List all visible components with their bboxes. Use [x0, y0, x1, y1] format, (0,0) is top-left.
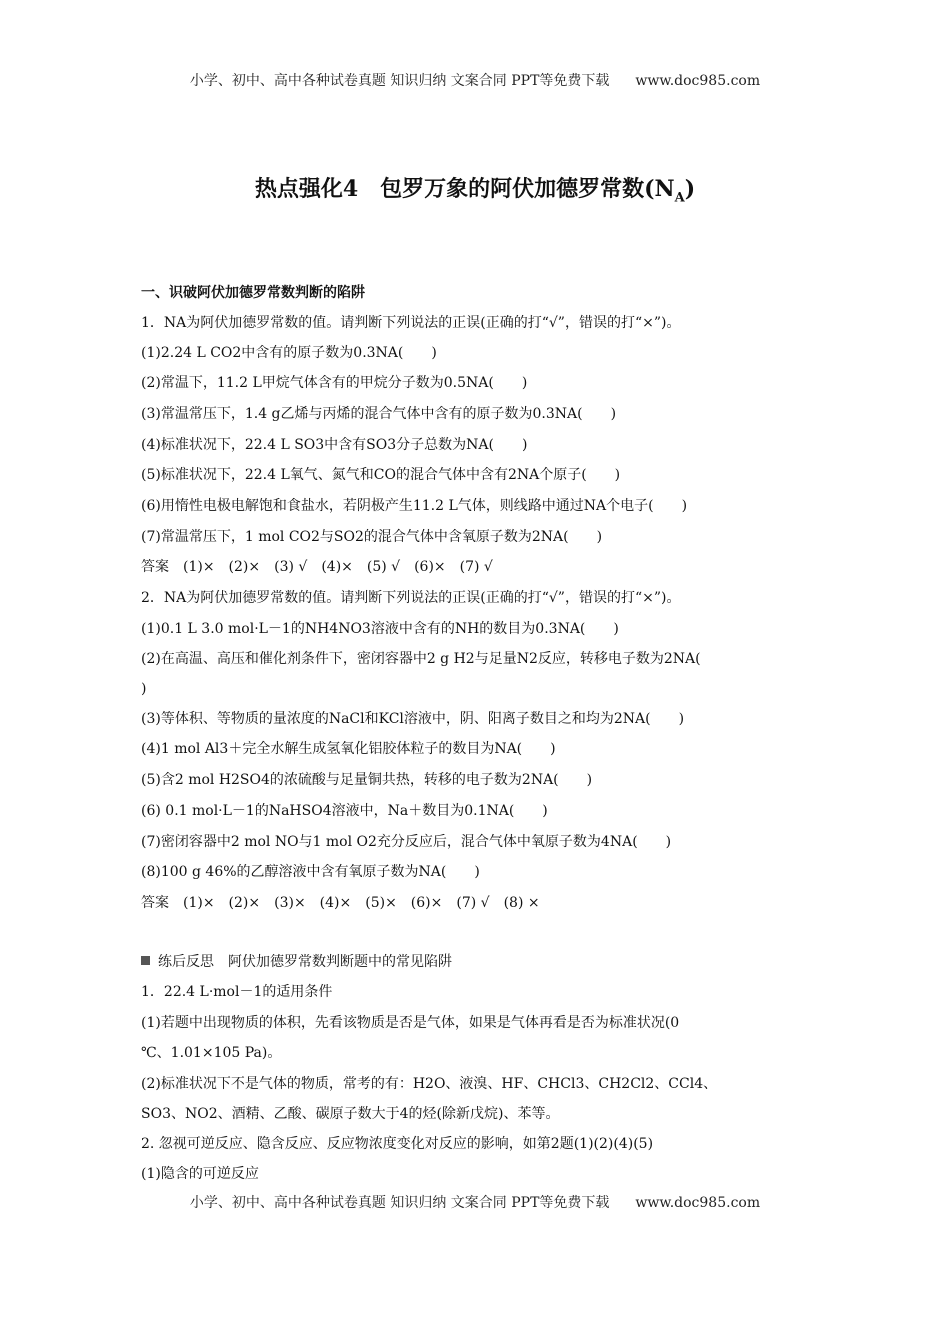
reflection-point-2: 2. 忽视可逆反应、隐含反应、反应物浓度变化对反应的影响，如第2题(1)(2)(4)(5) — [141, 1136, 654, 1152]
page-title: 热点强化4 包罗万象的阿伏加德罗常数$(N_A)$ — [254, 176, 696, 206]
question-1: 1．NA为阿伏加德罗常数的值。请判断下列说法的正误(正确的打“√”，错误的打“×”)。 — [141, 315, 681, 331]
reflection-1-2-cont: SO3、NO2、酒精、乙酸、碳原子数大于4的烃(除新戊烷)、苯等。 — [141, 1106, 560, 1122]
q2-item-1: (1)0.1 L 3.0 mol·L－1的NH4NO3溶液中含有的NH的数目为0.3NA( ) — [141, 621, 619, 637]
q2-item-5: (5)含2 mol H2SO4的浓硫酸与足量铜共热，转移的电子数为2NA( ) — [141, 772, 593, 788]
q1-item-4: (4)标准状况下，22.4 L SO3中含有SO3分子总数为NA( ) — [141, 437, 528, 453]
q1-item-1: (1)2.24 L CO2中含有的原子数为0.3NA( ) — [141, 345, 437, 361]
q2-item-4: (4)1 mol Al3＋完全水解生成氢氧化铝胶体粒子的数目为NA( ) — [141, 741, 556, 757]
header-site: www.doc985.com — [635, 73, 761, 89]
q1-item-7: (7)常温常压下，1 mol CO2与SO2的混合气体中含氧原子数为2NA( ) — [141, 529, 603, 545]
page-header — [0, 70, 950, 90]
q2-item-7: (7)密闭容器中2 mol NO与1 mol O2充分反应后，混合气体中氧原子数为4NA( ) — [141, 834, 672, 850]
reflection-point-1: 1．22.4 L·mol－1的适用条件 — [141, 984, 333, 1000]
q1-item-3: (3)常温常压下，1.4 g乙烯与丙烯的混合气体中含有的原子数为0.3NA( ) — [141, 406, 617, 422]
q2-item-6: (6) 0.1 mol·L－1的NaHSO4溶液中，Na＋数目为0.1NA( ) — [141, 803, 548, 819]
q2-answer: 答案 (1)× (2)× (3)× (4)× (5)× (6)× (7) √ (8) × — [141, 895, 540, 911]
reflection-1-1: (1)若题中出现物质的体积，先看该物质是否是气体，如果是气体再看是否为标准状况(0 — [141, 1015, 680, 1031]
q2-item-2: (2)在高温、高压和催化剂条件下，密闭容器中2 g H2与足量N2反应，转移电子数为2NA( — [141, 651, 701, 667]
q1-item-2: (2)常温下，11.2 L甲烷气体含有的甲烷分子数为0.5NA( ) — [141, 375, 528, 391]
q1-item-6: (6)用惰性电极电解饱和食盐水，若阴极产生11.2 L气体，则线路中通过NA个电子( ) — [141, 498, 688, 514]
q2-item-3: (3)等体积、等物质的量浓度的NaCl和KCl溶液中，阴、阳离子数目之和均为2NA( ) — [141, 711, 685, 727]
q2-item-8: (8)100 g 46%的乙醇溶液中含有氧原子数为NA( ) — [141, 864, 480, 880]
footer-site: www.doc985.com — [635, 1195, 761, 1211]
square-bullet-icon — [141, 956, 150, 965]
footer-text: 小学、初中、高中各种试卷真题 知识归纳 文案合同 PPT等免费下载 — [189, 1195, 610, 1211]
section-heading: 一、识破阿伏加德罗常数判断的陷阱 — [141, 285, 365, 301]
reflection-1-1-cont: ℃、1.01×105 Pa)。 — [141, 1045, 282, 1061]
q1-answer: 答案 (1)× (2)× (3) √ (4)× (5) √ (6)× (7) √ — [141, 559, 493, 575]
reflection-1-2: (2)标准状况下不是气体的物质，常考的有：H2O、液溴、HF、CHCl3、CH2Cl2、CCl4、 — [141, 1076, 718, 1092]
question-2: 2．NA为阿伏加德罗常数的值。请判断下列说法的正误(正确的打“√”，错误的打“×”)。 — [141, 590, 681, 606]
reflection-heading: 练后反思 阿伏加德罗常数判断题中的常见陷阱 — [141, 952, 452, 972]
header-text: 小学、初中、高中各种试卷真题 知识归纳 文案合同 PPT等免费下载 — [189, 73, 610, 89]
q1-item-5: (5)标准状况下，22.4 L氧气、氮气和CO的混合气体中含有2NA个原子( ) — [141, 467, 621, 483]
reflection-2-1: (1)隐含的可逆反应 — [141, 1166, 259, 1182]
q2-item-2-cont: ) — [141, 681, 147, 697]
page-footer — [0, 1192, 950, 1212]
